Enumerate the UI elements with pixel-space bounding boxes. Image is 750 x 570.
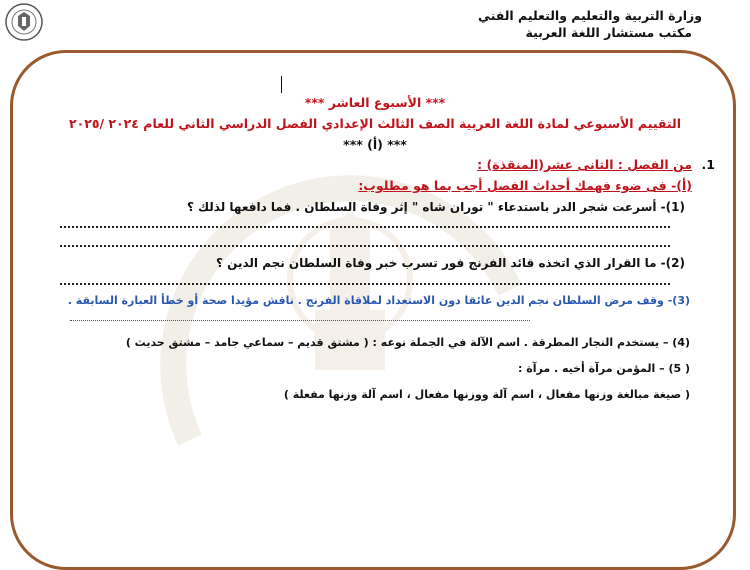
answer-line-2[interactable] (60, 245, 670, 247)
answer-line-3[interactable] (60, 283, 670, 285)
question-5-options: ( صيغة مبالغة وزنها مفعال ، اسم آلة ووزنها مفعال ، اسم آلة وزنها مفعلة ) (283, 388, 690, 401)
ministry-logo-icon (4, 2, 44, 42)
section-number: 1. (701, 157, 715, 172)
answer-line-1[interactable] (60, 226, 670, 228)
question-4: (4) – يستخدم النجار المطرقة . اسم الآلة في الجملة نوعه : ( مشتق قديم – سماعي جامد – مشتق حديث ) (125, 336, 690, 349)
question-3: (3)- وقف مرض السلطان نجم الدين عائقا دون الاستعداد لملاقاة الفرنج . ناقش مؤيدا صحة أو خطأ العبارة السابقة . (67, 294, 690, 307)
assessment-title: التقييم الأسبوعي لمادة اللغة العربية الصف الثالث الإعدادي الفصل الدراسي الثاني للعام ٢٠٢٤ /٢٠٢٥ (68, 116, 682, 131)
question-5: ( 5) – المؤمن مرآة أخيه . مرآة : (517, 362, 690, 375)
question-1: (1)- أسرعت شجر الدر باستدعاء " توران شاه " إثر وفاة السلطان . فما دافعها لذلك ؟ (186, 200, 685, 214)
question-2: (2)- ما القرار الذي اتخذه قائد الفرنج فور تسرب خبر وفاة السلطان نجم الدين ؟ (216, 256, 685, 270)
section-heading: من الفصل : الثانى عشر(المنقذة) : (477, 157, 692, 172)
text-cursor (281, 76, 282, 93)
ministry-name: وزارة التربية والتعليم والتعليم الفني (477, 8, 702, 23)
watermark-seal-icon (150, 170, 530, 480)
part-title: *** (أ) *** (343, 137, 407, 152)
office-name: مكتب مستشار اللغة العربية (525, 25, 692, 40)
answer-line-4[interactable] (70, 320, 530, 321)
section-subheading: (أ)- فى ضوء فهمك أحداث الفصل أجب بما هو مطلوب: (358, 178, 692, 193)
week-title: *** الأسبوع العاشر *** (304, 95, 446, 110)
